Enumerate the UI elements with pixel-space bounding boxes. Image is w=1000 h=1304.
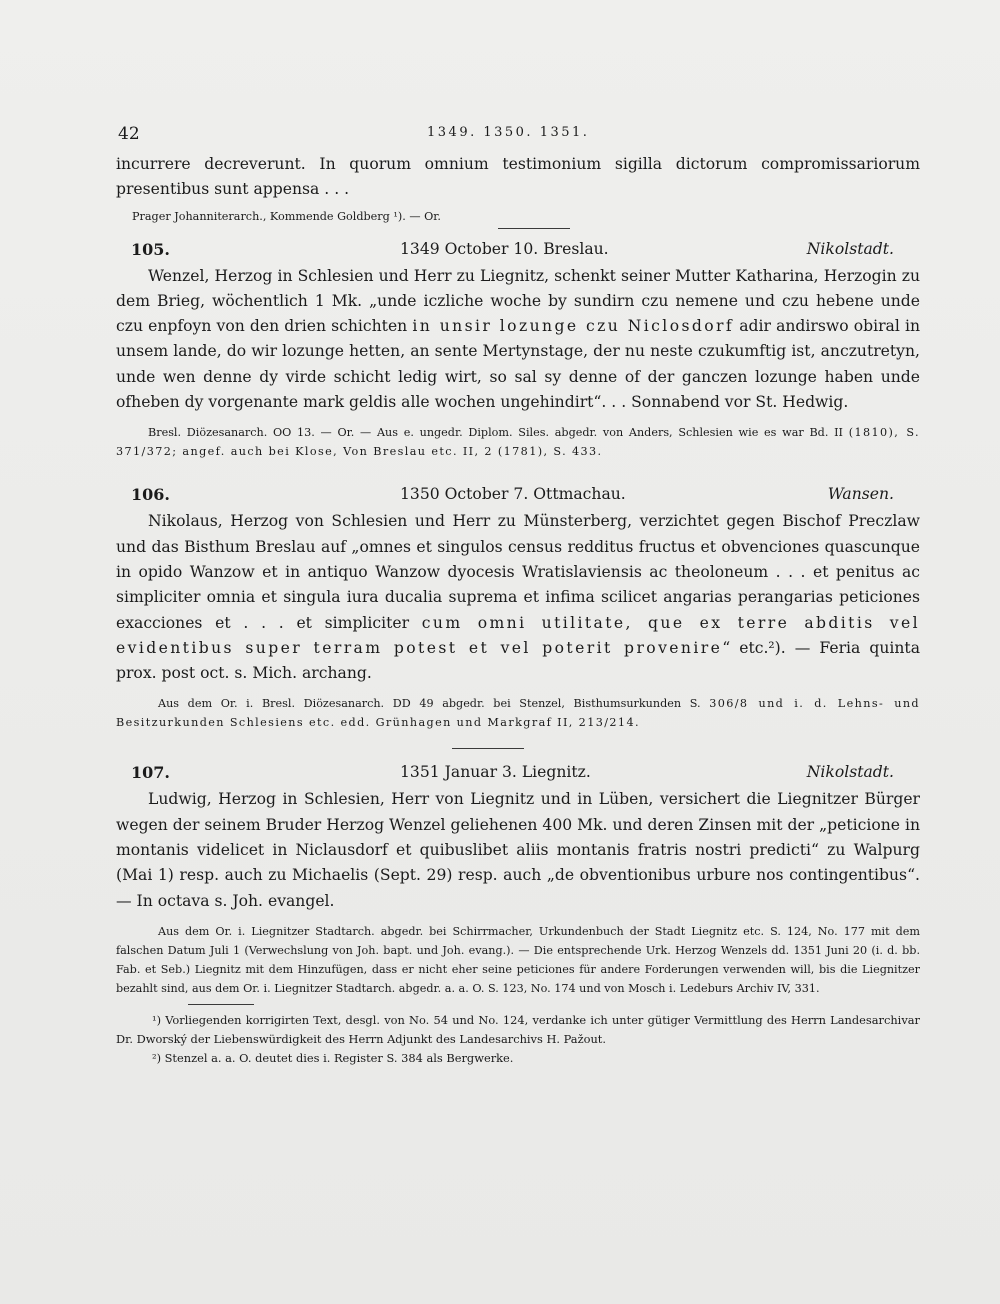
- document-number: 107.: [131, 763, 170, 783]
- document-place: Wansen.: [827, 485, 894, 504]
- section-divider: [498, 228, 570, 229]
- regest-text: Ludwig, Herzog in Schlesien, Herr von Liegnitz und in Lüben, versichert die Liegnitzer Bürger wegen der seinem Bruder Herzog Wenzel geliehenen 400 Mk. und deren Zinsen mit der „peticione in montanis videlicet in Niclausdorf et quibuslibet aliis montanis fratris nostri predicti“ zu Walpurg (Mai 1) resp. auch zu Michaelis (Sept. 29) resp. auch „de obventionibus urbure nos contingentibus“. — In octava s. Joh. evangel.: [116, 790, 921, 910]
- regest-text-cont: “ etc.²). — Feria quinta prox. post oct. s. Mich. archang.: [116, 638, 920, 683]
- document-106-source: [116, 694, 920, 732]
- document-place: Nikolstadt.: [806, 239, 894, 258]
- running-head-years: 1349. 1350. 1351.: [427, 125, 590, 140]
- source-text: Aus dem Or. i. Bresl. Diözesanarch. DD 49 abgedr. bei Stenzel, Bisthumsurkunden S.: [158, 697, 710, 711]
- footnotes: [116, 1011, 920, 1068]
- regest-text: Nikolaus, Herzog von Schlesien und Herr zu Münsterberg, verzichtet gegen Bischof Preczlaw und das Bisthum Breslau auf „omnes et singulos census redditus fructus et obvenciones quascunque in opido Wanzow et in antiquo Wanzow dyocesis Wratislaviensis ac theoloneum . . . et penitus ac simpliciter omnia et singula iura ducalia suprema et infima scilicet angarias perangarias peticiones exacciones et . . . et simpliciter: [116, 512, 920, 632]
- intro-text: incurrere decreverunt. In quorum omnium testimonium sigilla dictorum compromissariorum presentibus sunt appensa . . .: [116, 155, 920, 199]
- document-number: 106.: [131, 485, 170, 505]
- section-divider: [452, 748, 524, 749]
- document-107-source: [116, 922, 920, 998]
- document-106-text: [116, 509, 920, 686]
- intro-source: Prager Johanniterarch., Kommende Goldberg ¹). — Or.: [132, 209, 441, 223]
- document-105-text: [116, 264, 920, 416]
- document-place: Nikolstadt.: [806, 763, 894, 782]
- document-date: 1350 October 7. Ottmachau.: [400, 485, 626, 504]
- document-105-source: [116, 423, 920, 461]
- document-date: 1349 October 10. Breslau.: [400, 239, 609, 258]
- document-107-text: [116, 787, 920, 913]
- document-date: 1351 Januar 3. Liegnitz.: [400, 763, 591, 782]
- source-spaced-text: (1810), S. 371/372; angef. auch bei Klose, Von Breslau etc. II, 2 (1781), S. 433.: [116, 426, 920, 459]
- source-text: Aus dem Or. i. Liegnitzer Stadtarch. abgedr. bei Schirrmacher, Urkundenbuch der Stadt Liegnitz etc. S. 124, No. 177 mit dem falschen Datum Juli 1 (Verwechslung von Joh. bapt. und Joh. evang.). — Die entsprechende Urk. Herzog Wenzels dd. 1351 Juni 20 (i. d. bb. Fab. et Seb.) Liegnitz mit dem Hinzufügen, dass er nicht eher seine peticiones für andere Forderungen verwenden will, bis die Liegnitzer bezahlt sind, aus dem Or. i. Liegnitzer Stadtarch. abgedr. a. a. O. S. 123, No. 174 und von Mosch i. Ledeburs Archiv IV, 331.: [116, 924, 920, 995]
- regest-text-cont: adir andirswo obiral in unsem lande, do wir lozunge hetten, an sente Mertynstage, der nu neste czukumftig ist, anczutretyn, unde wen denne dy virde schicht ledig wirt, so sal sy denne of der ganczen lozunge haben unde ofheben dy vorgenante mark geldis alle wochen ungehindirt“. . . Sonnabend vor St. Hedwig.: [116, 317, 920, 412]
- source-spaced-text: 306/8 und i. d. Lehns- und Besitzurkunden Schlesiens etc. edd. Grünhagen und Markgraf II, 213/214.: [116, 697, 920, 730]
- document-105-header: [116, 238, 920, 262]
- regest-spaced-text: cum omni utilitate, que ex terre abditis vel evidentibus super terram potest et vel poterit provenire: [116, 613, 920, 657]
- page-number: 42: [118, 124, 140, 144]
- running-head: [118, 122, 918, 146]
- footnote-1: [116, 1011, 920, 1049]
- source-text: Bresl. Diözesanarch. OO 13. — Or. — Aus e. ungedr. Diplom. Siles. abgedr. von Anders, Schlesien wie es war Bd. II: [148, 426, 849, 440]
- footnote-2-text: ²) Stenzel a. a. O. deutet dies i. Register S. 384 als Bergwerke.: [152, 1050, 514, 1065]
- footnote-divider: [188, 1004, 254, 1005]
- page-content: [116, 152, 920, 1068]
- document-number: 105.: [131, 239, 170, 259]
- document-106-header: [116, 483, 920, 507]
- regest-spaced-text: in unsir lozunge czu Niclosdorf: [412, 317, 735, 336]
- footnote-1-text: ¹) Vorliegenden korrigirten Text, desgl. von No. 54 und No. 124, verdanke ich unter gütiger Vermittlung des Herrn Landesarchivar Dr. Dworský der Liebenswürdigkeit des Herrn Adjunkt des Landesarchivs H. Pažout.: [116, 1012, 920, 1046]
- regest-text: Wenzel, Herzog in Schlesien und Herr zu Liegnitz, schenkt seiner Mutter Katharina, Herzogin zu dem Brieg, wöchentlich 1 Mk. „unde iczliche woche by sundirn czu nemene und czu hebene unde czu enpfoyn von den drien schichten: [116, 266, 920, 336]
- footnote-2: [116, 1049, 920, 1068]
- document-107-header: [116, 761, 920, 785]
